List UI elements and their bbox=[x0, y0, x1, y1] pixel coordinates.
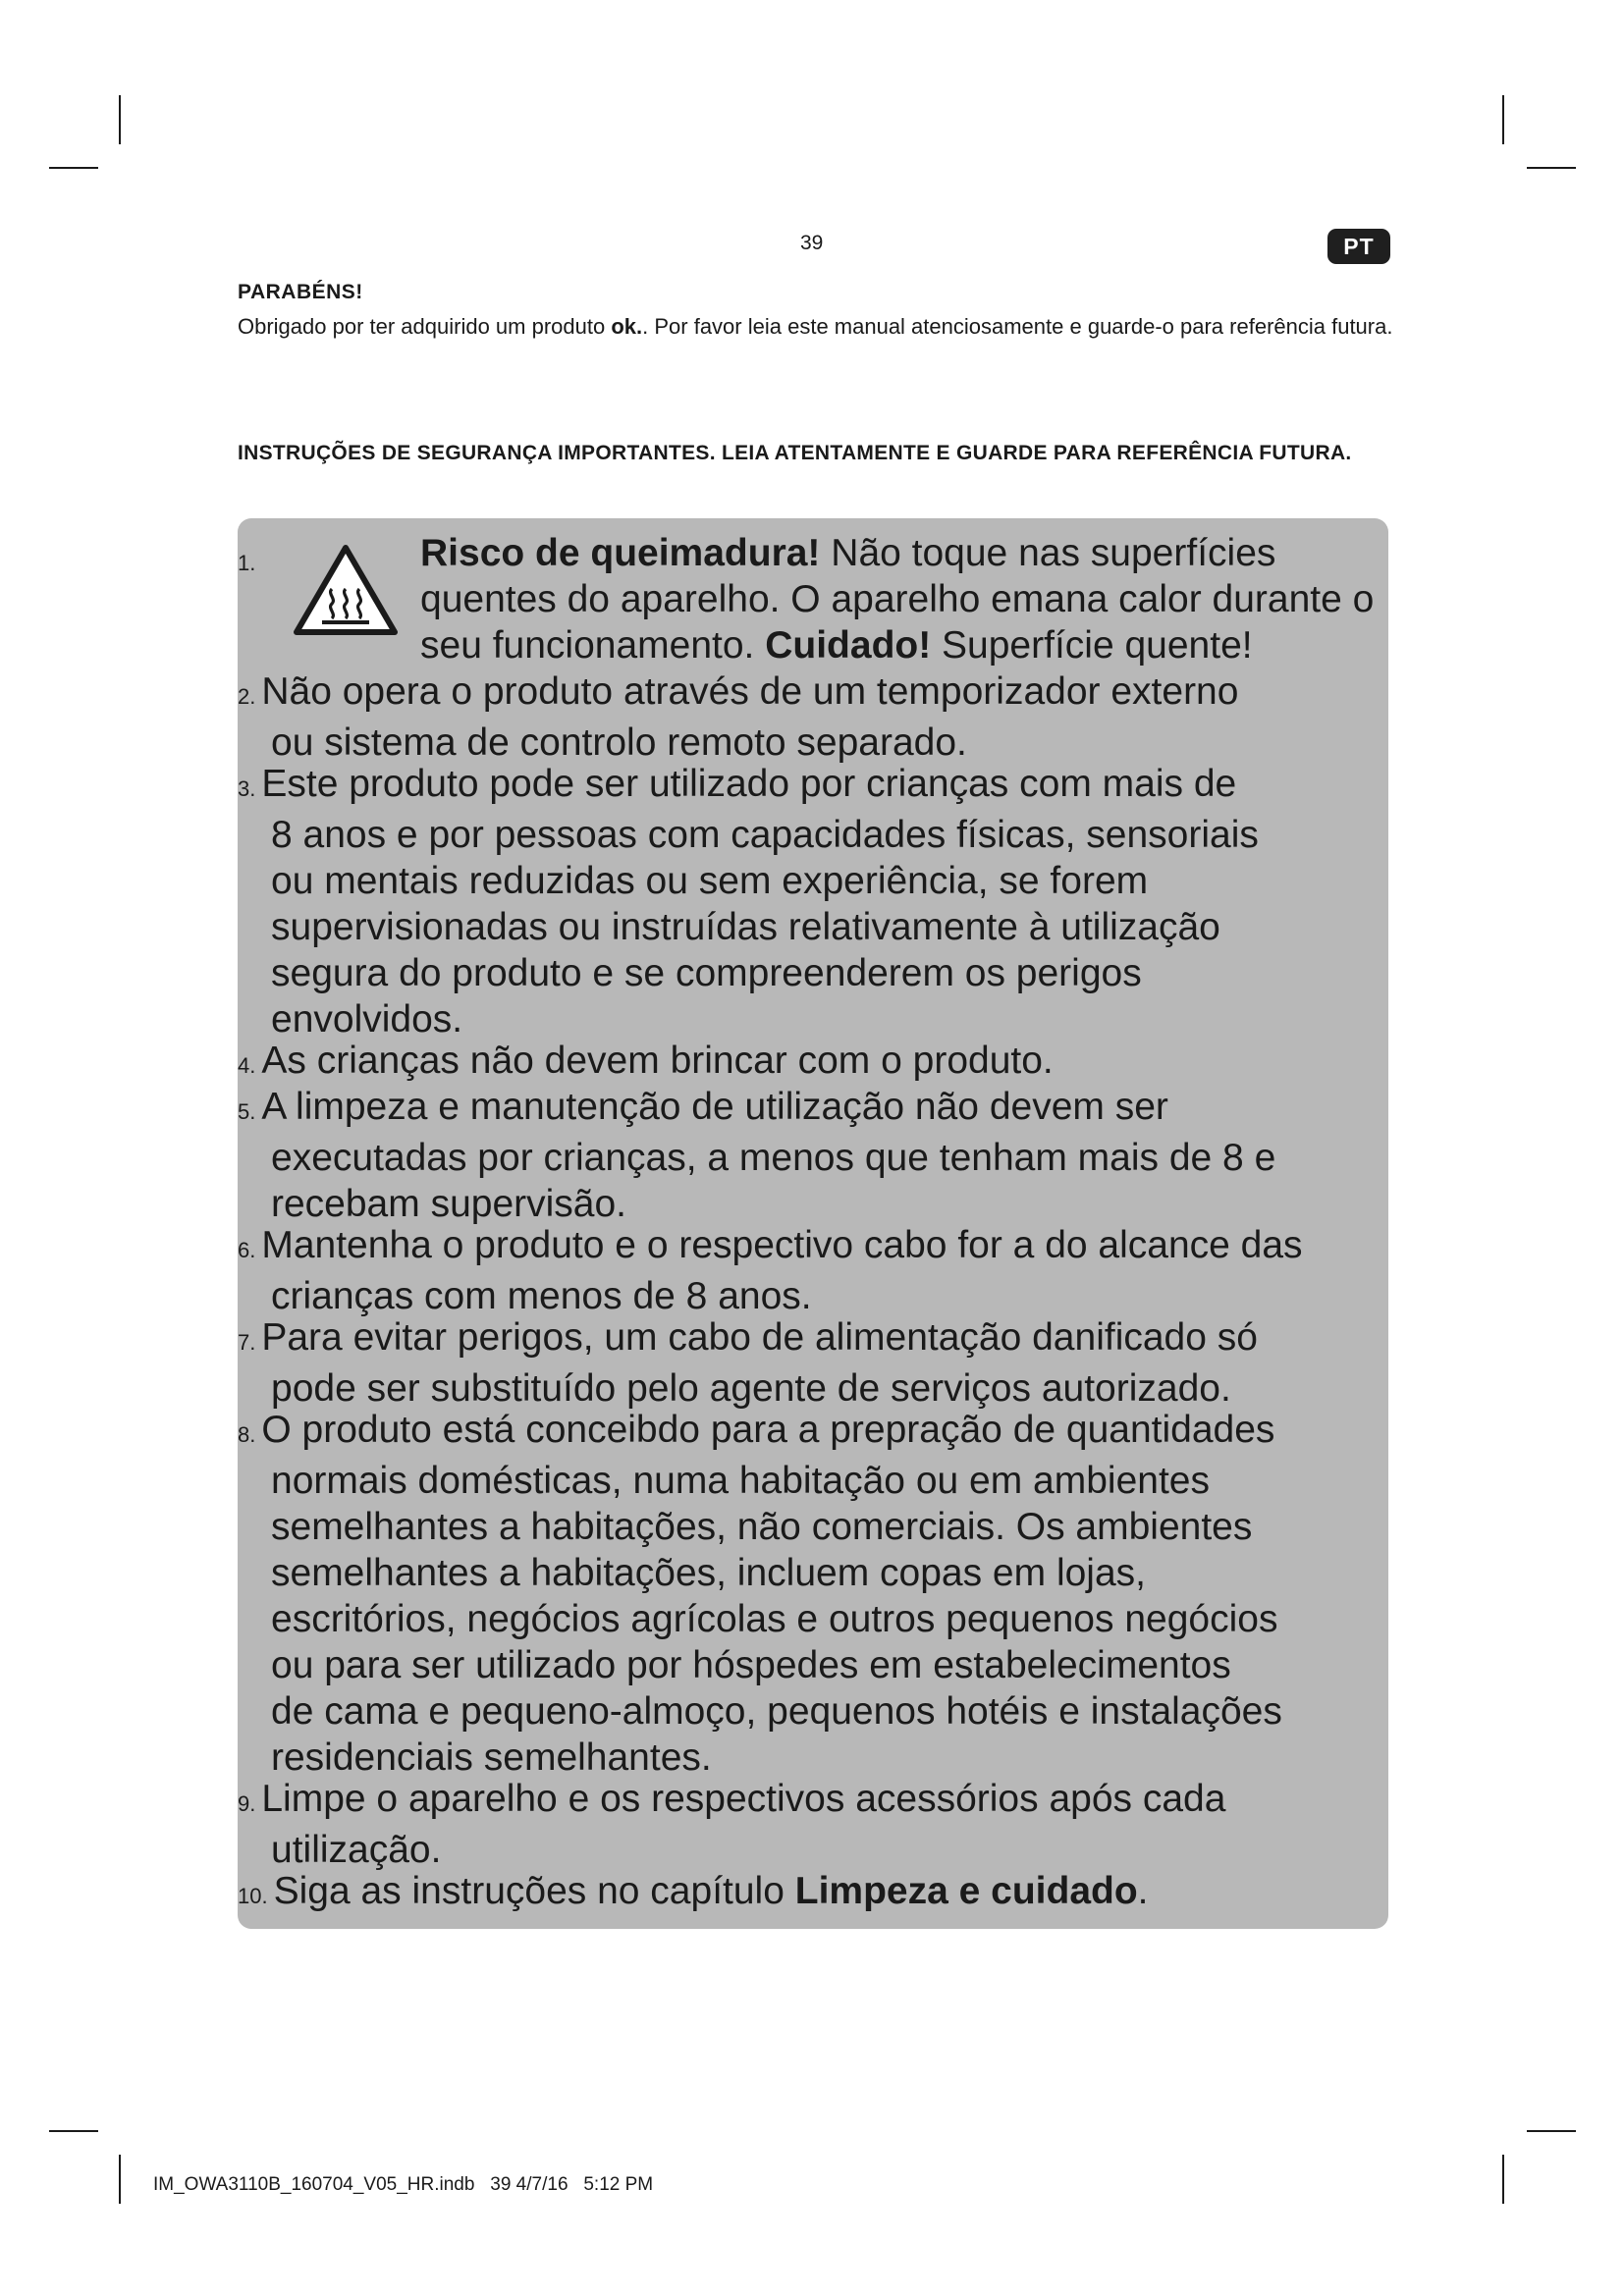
item-text: As crianças não devem brincar com o produto. bbox=[261, 1040, 1054, 1082]
item-number: 8. bbox=[238, 1422, 256, 1447]
item-text: Mantenha o produto e o respectivo cabo for a do alcance das bbox=[261, 1224, 1303, 1266]
safety-item-8 bbox=[238, 1407, 1282, 1781]
safety-item-6 bbox=[238, 1222, 1303, 1319]
item-text: envolvidos. bbox=[271, 998, 463, 1041]
item-text: normais domésticas, numa habitação ou em ambientes bbox=[271, 1460, 1210, 1502]
item-text: Siga as instruções no capítulo bbox=[273, 1870, 795, 1912]
item-number: 4. bbox=[238, 1053, 256, 1078]
item-text: semelhantes a habitações, não comerciais. Os ambientes bbox=[271, 1506, 1253, 1548]
chapter-reference: Limpeza e cuidado bbox=[794, 1870, 1138, 1912]
item-text: supervisionadas ou instruídas relativamente à utilização bbox=[271, 906, 1220, 948]
item-number: 7. bbox=[238, 1330, 256, 1355]
item-text: Para evitar perigos, um cabo de alimentação danificado só bbox=[261, 1316, 1258, 1359]
item-text: executadas por crianças, a menos que tenham mais de 8 e bbox=[271, 1137, 1276, 1179]
page-number: 39 bbox=[800, 232, 824, 254]
crop-mark bbox=[119, 95, 121, 144]
language-badge: PT bbox=[1327, 229, 1390, 264]
item-text: Este produto pode ser utilizado por crianças com mais de bbox=[261, 763, 1237, 805]
item-text: segura do produto e se compreenderem os perigos bbox=[271, 952, 1142, 994]
item-number: 10. bbox=[238, 1884, 268, 1908]
crop-mark bbox=[49, 167, 98, 169]
item-text: Limpe o aparelho e os respectivos acessórios após cada bbox=[261, 1778, 1226, 1820]
item-text: 8 anos e por pessoas com capacidades físicas, sensoriais bbox=[271, 814, 1259, 856]
intro-title: PARABÉNS! bbox=[238, 281, 363, 303]
hot-surface-warning-icon bbox=[293, 544, 399, 638]
safety-item-7 bbox=[238, 1314, 1258, 1412]
crop-mark bbox=[1502, 2155, 1504, 2204]
crop-mark bbox=[1527, 167, 1576, 169]
item-text: Não opera o produto através de um temporizador externo bbox=[261, 670, 1239, 713]
crop-mark bbox=[119, 2155, 121, 2204]
item-text: O produto está conceibdo para a prepração de quantidades bbox=[261, 1409, 1275, 1451]
item-number: 5. bbox=[238, 1099, 256, 1124]
brand-name: ok. bbox=[611, 314, 643, 339]
print-info: IM_OWA3110B_160704_V05_HR.indb 39 4/7/16 5:12 PM bbox=[153, 2174, 654, 2195]
item-text: pode ser substituído pelo agente de serviços autorizado. bbox=[271, 1367, 1231, 1410]
item-text: de cama e pequeno-almoço, pequenos hotéis e instalações bbox=[271, 1690, 1282, 1733]
item-text: ou sistema de controlo remoto separado. bbox=[271, 721, 967, 764]
item-text: ou para ser utilizado por hóspedes em estabelecimentos bbox=[271, 1644, 1231, 1686]
item-text: ou mentais reduzidas ou sem experiência, se forem bbox=[271, 860, 1149, 902]
safety-item-4 bbox=[238, 1038, 1054, 1089]
item-number: 6. bbox=[238, 1238, 256, 1262]
item-number: 9. bbox=[238, 1791, 256, 1816]
item-text: semelhantes a habitações, incluem copas em lojas, bbox=[271, 1552, 1146, 1594]
crop-mark bbox=[1502, 95, 1504, 144]
safety-instructions-panel bbox=[238, 518, 1388, 1929]
intro-section bbox=[238, 281, 1396, 344]
intro-text: Obrigado por ter adquirido um produto ok.. Por favor leia este manual atenciosamente e guarde-o para referência futura. bbox=[238, 314, 1393, 339]
safety-item-5 bbox=[238, 1084, 1275, 1227]
item-text: recebam supervisão. bbox=[271, 1183, 627, 1225]
safety-item-10: 10. Siga as instruções no capítulo Limpeza e cuidado. bbox=[238, 1870, 1149, 1912]
item-number: 2. bbox=[238, 684, 256, 709]
safety-title: INSTRUÇÕES DE SEGURANÇA IMPORTANTES. LEIA ATENTAMENTE E GUARDE PARA REFERÊNCIA FUTURA. bbox=[238, 442, 1352, 464]
item-text: escritórios, negócios agrícolas e outros pequenos negócios bbox=[271, 1598, 1278, 1640]
safety-item-2 bbox=[238, 668, 1238, 766]
safety-item-9 bbox=[238, 1776, 1225, 1873]
item-text: Risco de queimadura! Não toque nas superfícies quentes do aparelho. O aparelho emana calor durante o seu funcionamento. Cuidado! Superfície quente! bbox=[420, 532, 1375, 667]
item-number: 3. bbox=[238, 776, 256, 801]
item-text: A limpeza e manutenção de utilização não devem ser bbox=[261, 1086, 1168, 1128]
crop-mark bbox=[1527, 2130, 1576, 2132]
item-text: crianças com menos de 8 anos. bbox=[271, 1275, 812, 1317]
safety-item-3 bbox=[238, 761, 1259, 1042]
crop-mark bbox=[49, 2130, 98, 2132]
item-text: utilização. bbox=[271, 1829, 442, 1871]
item-number: 1. bbox=[238, 551, 256, 575]
item-text: residenciais semelhantes. bbox=[271, 1736, 712, 1779]
safety-item-1 bbox=[238, 530, 1388, 677]
